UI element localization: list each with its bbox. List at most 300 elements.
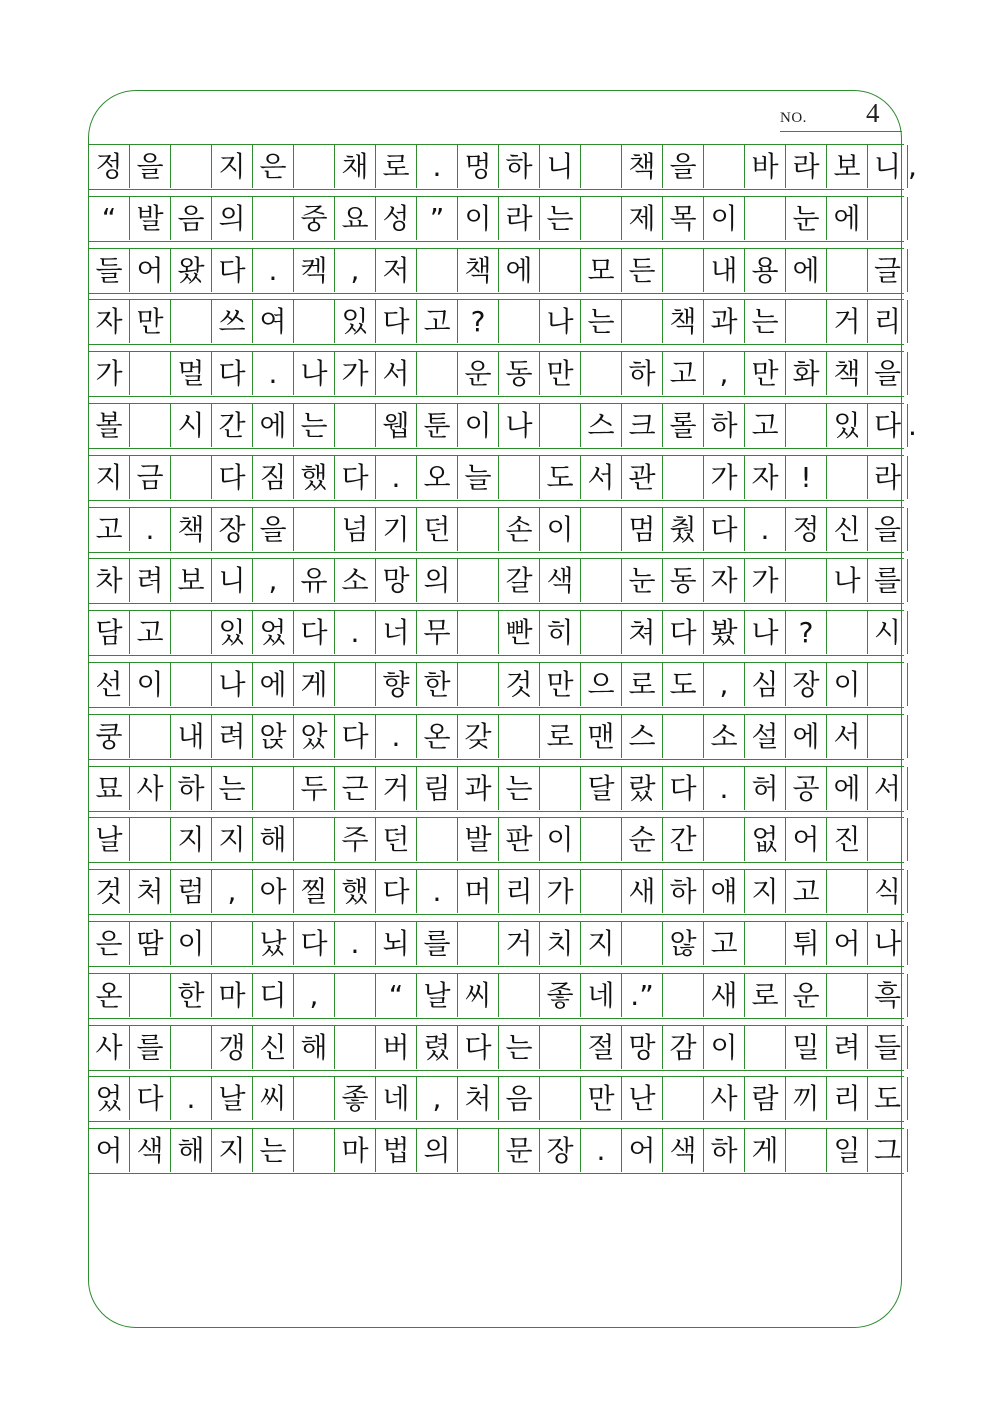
manuscript-row [88,766,904,812]
manuscript-cell [826,974,867,1017]
manuscript-row [88,921,904,967]
manuscript-cell [826,611,867,654]
manuscript-cell: 온 [88,974,129,1017]
manuscript-cell [539,767,580,810]
manuscript-cell [457,559,498,602]
manuscript-cell: 내 [703,249,744,292]
manuscript-cell: 중 [293,197,334,240]
manuscript-cell: . [375,715,416,758]
manuscript-cell [129,715,170,758]
manuscript-cell [539,1077,580,1120]
manuscript-cell: 로 [744,974,785,1017]
manuscript-cell: 다 [293,611,334,654]
manuscript-cell: 발 [457,818,498,861]
manuscript-cell: 설 [744,715,785,758]
manuscript-cell: 도 [867,1077,908,1120]
manuscript-cell: 니 [211,559,252,602]
manuscript-cell: . [416,870,457,913]
manuscript-cell [170,611,211,654]
manuscript-cell: 음 [170,197,211,240]
manuscript-cell: 하 [662,870,703,913]
manuscript-cell [334,404,375,447]
manuscript-cell: 는 [293,404,334,447]
manuscript-cell: 리 [867,300,908,343]
manuscript-cell: 주 [334,818,375,861]
manuscript-cell: 다 [662,611,703,654]
manuscript-cell: 로 [375,145,416,188]
manuscript-cell: 든 [621,249,662,292]
manuscript-cell: 히 [539,611,580,654]
manuscript-cell: . [334,611,375,654]
manuscript-cell: “ [375,974,416,1017]
manuscript-cell: 정 [88,145,129,188]
manuscript-cell [498,715,539,758]
manuscript-cell: 선 [88,663,129,706]
manuscript-cell [826,456,867,499]
manuscript-cell: 려 [826,1026,867,1069]
manuscript-cell: 다 [703,508,744,551]
manuscript-cell: 들 [867,1026,908,1069]
manuscript-cell [580,818,621,861]
manuscript-cell: 책 [662,300,703,343]
manuscript-cell: 색 [539,559,580,602]
manuscript-cell [785,559,826,602]
manuscript-row [88,144,917,190]
manuscript-cell: 일 [826,1129,867,1172]
manuscript-cell: 았 [293,715,334,758]
manuscript-cell: 는 [498,1026,539,1069]
manuscript-cell: 늘 [457,456,498,499]
manuscript-cell: 소 [334,559,375,602]
manuscript-cell: 색 [662,1129,703,1172]
manuscript-cell: 디 [252,974,293,1017]
manuscript-cell: 없 [744,818,785,861]
manuscript-cell [580,352,621,395]
manuscript-cell [252,767,293,810]
manuscript-cell: , [211,870,252,913]
manuscript-cell: 리 [498,870,539,913]
manuscript-cell: 문 [498,1129,539,1172]
manuscript-cell: 으 [580,663,621,706]
manuscript-cell: 고 [129,611,170,654]
manuscript-cell: 이 [826,663,867,706]
manuscript-cell: 지 [580,922,621,965]
manuscript-cell: 림 [416,767,457,810]
manuscript-cell: 고 [744,404,785,447]
manuscript-cell: 로 [539,715,580,758]
manuscript-cell: 간 [211,404,252,447]
manuscript-cell: 나 [867,922,908,965]
manuscript-cell: 어 [129,249,170,292]
manuscript-cell: 있 [826,404,867,447]
manuscript-cell: 자 [88,300,129,343]
manuscript-cell: 하 [703,1129,744,1172]
manuscript-cell: 있 [211,611,252,654]
manuscript-cell [867,818,908,861]
manuscript-cell: 에 [498,249,539,292]
manuscript-cell: 자 [744,456,785,499]
manuscript-cell: , [293,974,334,1017]
manuscript-cell: 가 [744,559,785,602]
manuscript-cell: 밀 [785,1026,826,1069]
manuscript-row [88,558,904,604]
manuscript-cell [211,922,252,965]
manuscript-cell: 장 [785,663,826,706]
manuscript-cell: 망 [375,559,416,602]
manuscript-cell [662,1077,703,1120]
manuscript-cell: 새 [703,974,744,1017]
manuscript-overflow-mark: . [908,409,917,442]
manuscript-cell: 만 [539,352,580,395]
manuscript-cell: 이 [539,508,580,551]
manuscript-cell: 새 [621,870,662,913]
manuscript-cell: 성 [375,197,416,240]
manuscript-cell: 럼 [170,870,211,913]
manuscript-cell: 니 [539,145,580,188]
manuscript-cell [867,197,908,240]
manuscript-cell: 기 [375,508,416,551]
manuscript-cell [170,300,211,343]
manuscript-cell: 이 [129,663,170,706]
manuscript-cell: 고 [703,922,744,965]
manuscript-cell: 달 [580,767,621,810]
manuscript-cell [334,974,375,1017]
manuscript-cell: 어 [621,1129,662,1172]
manuscript-cell: 뇌 [375,922,416,965]
manuscript-cell: 동 [662,559,703,602]
manuscript-row [88,610,904,656]
manuscript-cell: 갖 [457,715,498,758]
manuscript-cell: 좋 [539,974,580,1017]
manuscript-cell [293,1129,334,1172]
manuscript-cell: 운 [457,352,498,395]
manuscript-cell: ” [416,197,457,240]
manuscript-cell: 스 [580,404,621,447]
manuscript-cell [785,300,826,343]
manuscript-cell: 넘 [334,508,375,551]
manuscript-cell: 지 [211,818,252,861]
manuscript-cell: 보 [170,559,211,602]
manuscript-cell: . [129,508,170,551]
manuscript-cell: 다 [211,249,252,292]
manuscript-cell: 웹 [375,404,416,447]
manuscript-cell: . [252,352,293,395]
manuscript-cell: 라 [867,456,908,499]
manuscript-cell: 찔 [293,870,334,913]
manuscript-cell: 었 [252,611,293,654]
manuscript-row [88,455,904,501]
manuscript-row [88,973,904,1019]
manuscript-cell: 했 [334,870,375,913]
manuscript-cell: 그 [867,1129,908,1172]
manuscript-cell: 도 [662,663,703,706]
manuscript-cell: 다 [334,456,375,499]
manuscript-cell: 끼 [785,1077,826,1120]
manuscript-cell: 에 [785,715,826,758]
manuscript-cell [129,404,170,447]
manuscript-cell: 려 [129,559,170,602]
manuscript-cell: 이 [703,197,744,240]
manuscript-cell [785,1129,826,1172]
manuscript-cell [703,145,744,188]
manuscript-cell: 바 [744,145,785,188]
manuscript-cell: . [375,456,416,499]
manuscript-cell: 제 [621,197,662,240]
manuscript-cell: 마 [211,974,252,1017]
manuscript-cell: , [416,1077,457,1120]
manuscript-cell: 멈 [621,508,662,551]
manuscript-cell: 어 [826,922,867,965]
manuscript-cell: 얘 [703,870,744,913]
manuscript-cell: 다 [334,715,375,758]
manuscript-cell: 다 [457,1026,498,1069]
manuscript-cell: 근 [334,767,375,810]
manuscript-cell [580,870,621,913]
manuscript-cell: 책 [457,249,498,292]
manuscript-cell: 던 [416,508,457,551]
manuscript-cell: 나 [293,352,334,395]
manuscript-cell: 치 [539,922,580,965]
manuscript-cell: 날 [88,818,129,861]
manuscript-cell [416,352,457,395]
manuscript-cell: 볼 [88,404,129,447]
manuscript-cell: 과 [703,300,744,343]
manuscript-cell: 의 [416,559,457,602]
manuscript-cell: 만 [744,352,785,395]
manuscript-cell: 발 [129,197,170,240]
manuscript-cell: 게 [293,663,334,706]
manuscript-cell: 자 [703,559,744,602]
manuscript-cell [498,456,539,499]
manuscript-cell: 오 [416,456,457,499]
manuscript-cell: “ [88,197,129,240]
manuscript-cell: 은 [252,145,293,188]
manuscript-cell: 향 [375,663,416,706]
manuscript-cell: 지 [744,870,785,913]
manuscript-cell [580,145,621,188]
manuscript-cell [129,818,170,861]
manuscript-cell: , [703,352,744,395]
manuscript-row [88,351,904,397]
manuscript-cell: 하 [703,404,744,447]
manuscript-cell: 서 [867,767,908,810]
manuscript-cell [662,456,703,499]
manuscript-cell: 도 [539,456,580,499]
manuscript-cell [129,352,170,395]
manuscript-cell: 는 [744,300,785,343]
manuscript-cell: 이 [703,1026,744,1069]
manuscript-cell: 가 [88,352,129,395]
manuscript-cell [416,249,457,292]
manuscript-cell: 심 [744,663,785,706]
manuscript-cell: 어 [785,818,826,861]
manuscript-cell: 판 [498,818,539,861]
manuscript-cell [539,1026,580,1069]
manuscript-cell [170,145,211,188]
manuscript-cell: 롤 [662,404,703,447]
manuscript-cell: 거 [498,922,539,965]
manuscript-cell: 을 [662,145,703,188]
manuscript-cell: 를 [867,559,908,602]
page-number-area [780,98,902,132]
manuscript-cell: 정 [785,508,826,551]
manuscript-cell: 려 [211,715,252,758]
manuscript-cell: , [703,663,744,706]
manuscript-row [88,507,904,553]
manuscript-cell: 이 [539,818,580,861]
manuscript-cell: 게 [744,1129,785,1172]
manuscript-cell [170,1026,211,1069]
manuscript-row [88,1076,904,1122]
manuscript-cell: 여 [252,300,293,343]
manuscript-cell: 순 [621,818,662,861]
manuscript-cell: 책 [170,508,211,551]
manuscript-cell: 에 [252,663,293,706]
manuscript-cell: 묘 [88,767,129,810]
manuscript-cell [334,1026,375,1069]
manuscript-cell: 신 [826,508,867,551]
manuscript-cell [539,249,580,292]
manuscript-cell: . [744,508,785,551]
manuscript-cell [580,508,621,551]
manuscript-cell: 만 [129,300,170,343]
manuscript-cell: 머 [457,870,498,913]
manuscript-cell: 크 [621,404,662,447]
manuscript-cell [744,922,785,965]
manuscript-cell: 맨 [580,715,621,758]
manuscript-cell [621,300,662,343]
manuscript-cell: 랐 [621,767,662,810]
manuscript-cell: 툰 [416,404,457,447]
manuscript-cell: 손 [498,508,539,551]
manuscript-row [88,869,904,915]
manuscript-cell: 시 [867,611,908,654]
manuscript-cell: ! [785,456,826,499]
manuscript-cell: 채 [334,145,375,188]
manuscript-cell: 온 [416,715,457,758]
manuscript-cell: 두 [293,767,334,810]
manuscript-cell [703,818,744,861]
manuscript-cell: 갈 [498,559,539,602]
manuscript-cell [785,404,826,447]
manuscript-cell: 봤 [703,611,744,654]
manuscript-cell: 는 [498,767,539,810]
manuscript-cell: . [334,922,375,965]
manuscript-cell: 고 [662,352,703,395]
manuscript-cell: 이 [457,404,498,447]
page-number-underline [780,131,902,132]
manuscript-cell: 렸 [416,1026,457,1069]
manuscript-cell: 않 [662,922,703,965]
manuscript-cell: 쓰 [211,300,252,343]
manuscript-cell: 과 [457,767,498,810]
manuscript-cell: 는 [539,197,580,240]
manuscript-cell: 다 [211,456,252,499]
manuscript-cell: 서 [375,352,416,395]
manuscript-cell [498,300,539,343]
manuscript-cell: 리 [826,1077,867,1120]
manuscript-cell [744,1026,785,1069]
manuscript-cell: 고 [416,300,457,343]
manuscript-cell: 무 [416,611,457,654]
manuscript-cell: 췄 [662,508,703,551]
manuscript-cell: 의 [211,197,252,240]
manuscript-cell: 지 [211,145,252,188]
manuscript-cell [744,197,785,240]
manuscript-cell: 신 [252,1026,293,1069]
manuscript-cell: 사 [703,1077,744,1120]
manuscript-cell: 나 [211,663,252,706]
manuscript-cell: 색 [129,1129,170,1172]
manuscript-cell [457,611,498,654]
manuscript-cell [293,1077,334,1120]
manuscript-cell: 다 [662,767,703,810]
manuscript-cell: 튀 [785,922,826,965]
manuscript-cell [170,663,211,706]
manuscript-cell: 금 [129,456,170,499]
manuscript-cell: 날 [416,974,457,1017]
manuscript-cell: 들 [88,249,129,292]
manuscript-cell: 음 [498,1077,539,1120]
manuscript-cell: 다 [867,404,908,447]
manuscript-cell: 아 [252,870,293,913]
manuscript-cell: 용 [744,249,785,292]
manuscript-cell: .” [621,974,662,1017]
manuscript-cell: 해 [293,1026,334,1069]
manuscript-cell: 소 [703,715,744,758]
manuscript-cell [457,922,498,965]
manuscript-cell: 했 [293,456,334,499]
manuscript-cell: 버 [375,1026,416,1069]
manuscript-cell: 하 [170,767,211,810]
manuscript-cell: 너 [375,611,416,654]
manuscript-cell: 의 [416,1129,457,1172]
manuscript-cell [580,611,621,654]
manuscript-cell: 관 [621,456,662,499]
manuscript-cell: 앉 [252,715,293,758]
manuscript-cell: 라 [785,145,826,188]
manuscript-cell [580,197,621,240]
manuscript-cell: 나 [744,611,785,654]
manuscript-cell: 만 [580,1077,621,1120]
manuscript-cell: 지 [170,818,211,861]
manuscript-cell: 화 [785,352,826,395]
manuscript-cell: 차 [88,559,129,602]
manuscript-cell [457,1129,498,1172]
manuscript-cell [129,974,170,1017]
manuscript-row [88,817,904,863]
manuscript-cell: 어 [88,1129,129,1172]
manuscript-cell: 운 [785,974,826,1017]
manuscript-cell: 망 [621,1026,662,1069]
manuscript-cell: 멍 [457,145,498,188]
manuscript-cell: 땀 [129,922,170,965]
manuscript-cell: 에 [826,197,867,240]
manuscript-cell: 절 [580,1026,621,1069]
manuscript-cell [416,818,457,861]
manuscript-cell: 씨 [252,1077,293,1120]
manuscript-cell [252,197,293,240]
manuscript-cell: 저 [375,249,416,292]
manuscript-cell: 멀 [170,352,211,395]
manuscript-cell [293,508,334,551]
manuscript-cell: 보 [826,145,867,188]
manuscript-cell: 흑 [867,974,908,1017]
manuscript-cell: 지 [211,1129,252,1172]
manuscript-cell: 모 [580,249,621,292]
manuscript-cell: 이 [457,197,498,240]
manuscript-cell: 내 [170,715,211,758]
